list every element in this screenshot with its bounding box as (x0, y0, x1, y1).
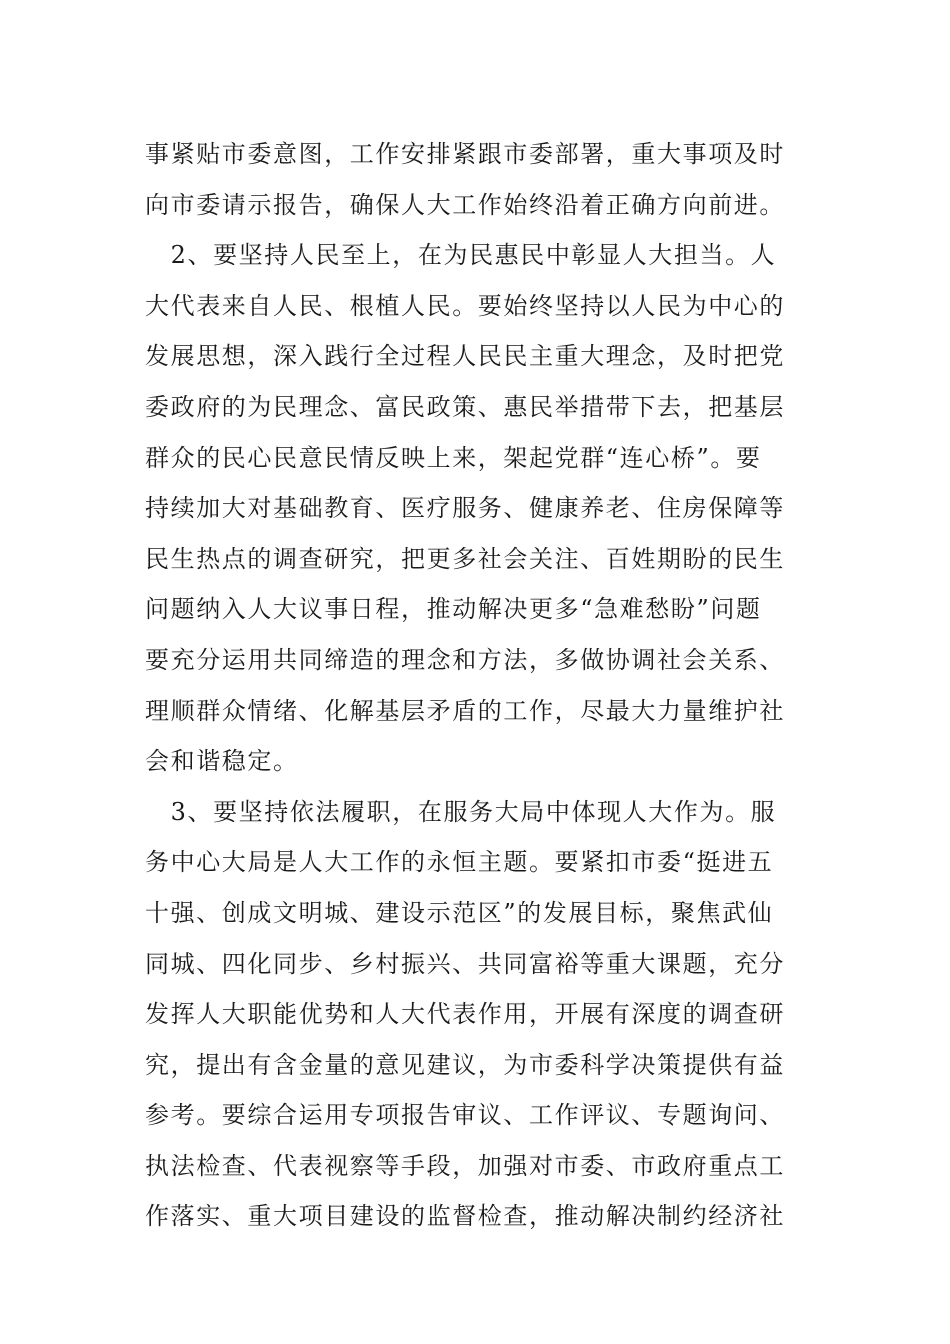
text-line: 民生热点的调查研究，把更多社会关注、百姓期盼的民生 (145, 544, 785, 573)
body-text (145, 129, 825, 1242)
text-line: 大代表来自人民、根植人民。要始终坚持以人民为中心的 (145, 291, 785, 320)
text-line: 委政府的为民理念、富民政策、惠民举措带下去，把基层 (145, 392, 785, 421)
text-line: 事紧贴市委意图，工作安排紧跟市委部署，重大事项及时 (145, 140, 785, 168)
text-line: 向市委请示报告，确保人大工作始终沿着正确方向前进。 (145, 190, 785, 219)
text-line: 参考。要综合运用专项报告审议、工作评议、专题询问、 (145, 1101, 785, 1130)
text-line: 群众的民心民意民情反映上来，架起党群“连心桥”。要 (145, 443, 762, 472)
text-line: 执法检查、代表视察等手段，加强对市委、市政府重点工 (145, 1151, 785, 1180)
text-line: 十强、创成文明城、建设示范区”的发展目标，聚焦武仙 (145, 898, 774, 927)
text-line: 同城、四化同步、乡村振兴、共同富裕等重大课题，充分 (145, 949, 785, 978)
text-line: 理顺群众情绪、化解基层矛盾的工作，尽最大力量维护社 (145, 696, 785, 725)
text-line: 2、要坚持人民至上，在为民惠民中彰显人大担当。人 (145, 241, 777, 270)
text-line: 持续加大对基础教育、医疗服务、健康养老、住房保障等 (145, 494, 785, 523)
text-line: 务中心大局是人大工作的永恒主题。要紧扣市委“挺进五 (145, 848, 774, 877)
text-line: 作落实、重大项目建设的监督检查，推动解决制约经济社 (145, 1202, 785, 1231)
text-line: 3、要坚持依法履职，在服务大局中体现人大作为。服 (145, 797, 777, 826)
text-line: 发展思想，深入践行全过程人民民主重大理念，及时把党 (145, 342, 785, 371)
text-line: 发挥人大职能优势和人大代表作用，开展有深度的调查研 (145, 1000, 785, 1029)
text-line: 会和谐稳定。 (145, 747, 299, 776)
text-line: 究，提出有含金量的意见建议，为市委科学决策提供有益 (145, 1050, 785, 1079)
text-line: 要充分运用共同缔造的理念和方法，多做协调社会关系、 (145, 645, 785, 674)
text-line: 问题纳入人大议事日程，推动解决更多“急难愁盼”问题 (145, 595, 762, 624)
